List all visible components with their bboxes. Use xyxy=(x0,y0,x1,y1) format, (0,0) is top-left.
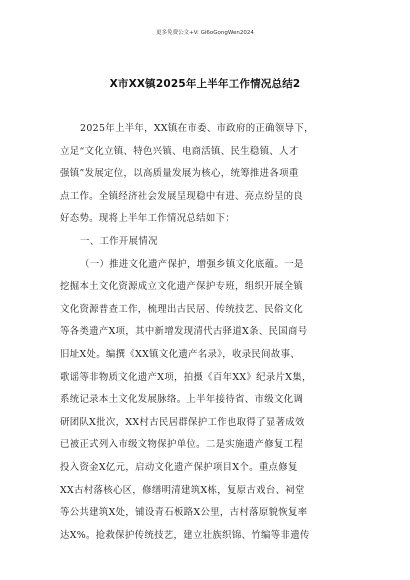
paragraph-line: 挖掘本土文化资源成立文化遗产保护专班，组织开展全镇 xyxy=(60,281,304,293)
paragraph-line: 立足“文化立镇、特色兴镇、电商活镇、民生稳镇、人才 xyxy=(60,145,299,157)
paragraph-line: 系统记录本土文化发展脉络。上半年接待省、市级文化调 xyxy=(60,394,304,406)
paragraph-line: 2025年上半年，XX镇在市委、市政府的正确领导下， xyxy=(80,123,314,134)
section-heading: 一、工作开展情况 xyxy=(80,235,158,247)
paragraph-line: 研团队X批次，XX村古民居群保护工作也取得了显著成效 xyxy=(60,416,305,428)
paragraph-line: 达X%。抢救保护传统技艺，建立壮族织锦、竹编等非遗传 xyxy=(60,529,310,541)
paragraph-line: （一）推进文化遗产保护，增强乡镇文化底蕴。一是 xyxy=(80,258,304,270)
paragraph-line: 点工作。全镇经济社会发展呈现稳中有进、亮点纷呈的良 xyxy=(60,190,304,202)
paragraph-line: XX古村落核心区，修缮明清建筑X栋，复原古戏台、祠堂 xyxy=(60,484,305,496)
document-body xyxy=(60,118,360,547)
paragraph-line: 歌谣等非物质文化遗产X项，拍摄《百年XX》纪录片X集， xyxy=(60,371,312,383)
header-note: 更多免费公文+V: Gi6oGongWen2024 xyxy=(156,30,254,36)
paragraph-line: 投入资金X亿元，启动文化遗产保护项目X个。重点修复 xyxy=(60,461,298,473)
paragraph-line: 等各类遗产X项，其中新增发现清代古驿道X条、民国商号 xyxy=(60,326,308,338)
paragraph-line: 旧址X处。编撰《XX镇文化遗产名录》，收录民间故事、 xyxy=(60,348,301,360)
paragraph-line: 好态势。现将上半年工作情况总结如下： xyxy=(60,213,236,225)
document-title: X市XX镇2025年上半年工作情况总结2 xyxy=(109,78,301,90)
paragraph-line: 等公共建筑X处，铺设青石板路X公里，古村落原貌恢复率 xyxy=(60,507,308,519)
paragraph-line: 文化资源普查工作，梳理出古民居、传统技艺、民俗文化 xyxy=(60,303,304,315)
paragraph-line: 强镇”发展定位，以高质量发展为核心，统筹推进各项重 xyxy=(60,168,299,180)
paragraph-line: 已被正式列入市级文物保护单位。二是实施遗产修复工程 xyxy=(60,439,304,451)
